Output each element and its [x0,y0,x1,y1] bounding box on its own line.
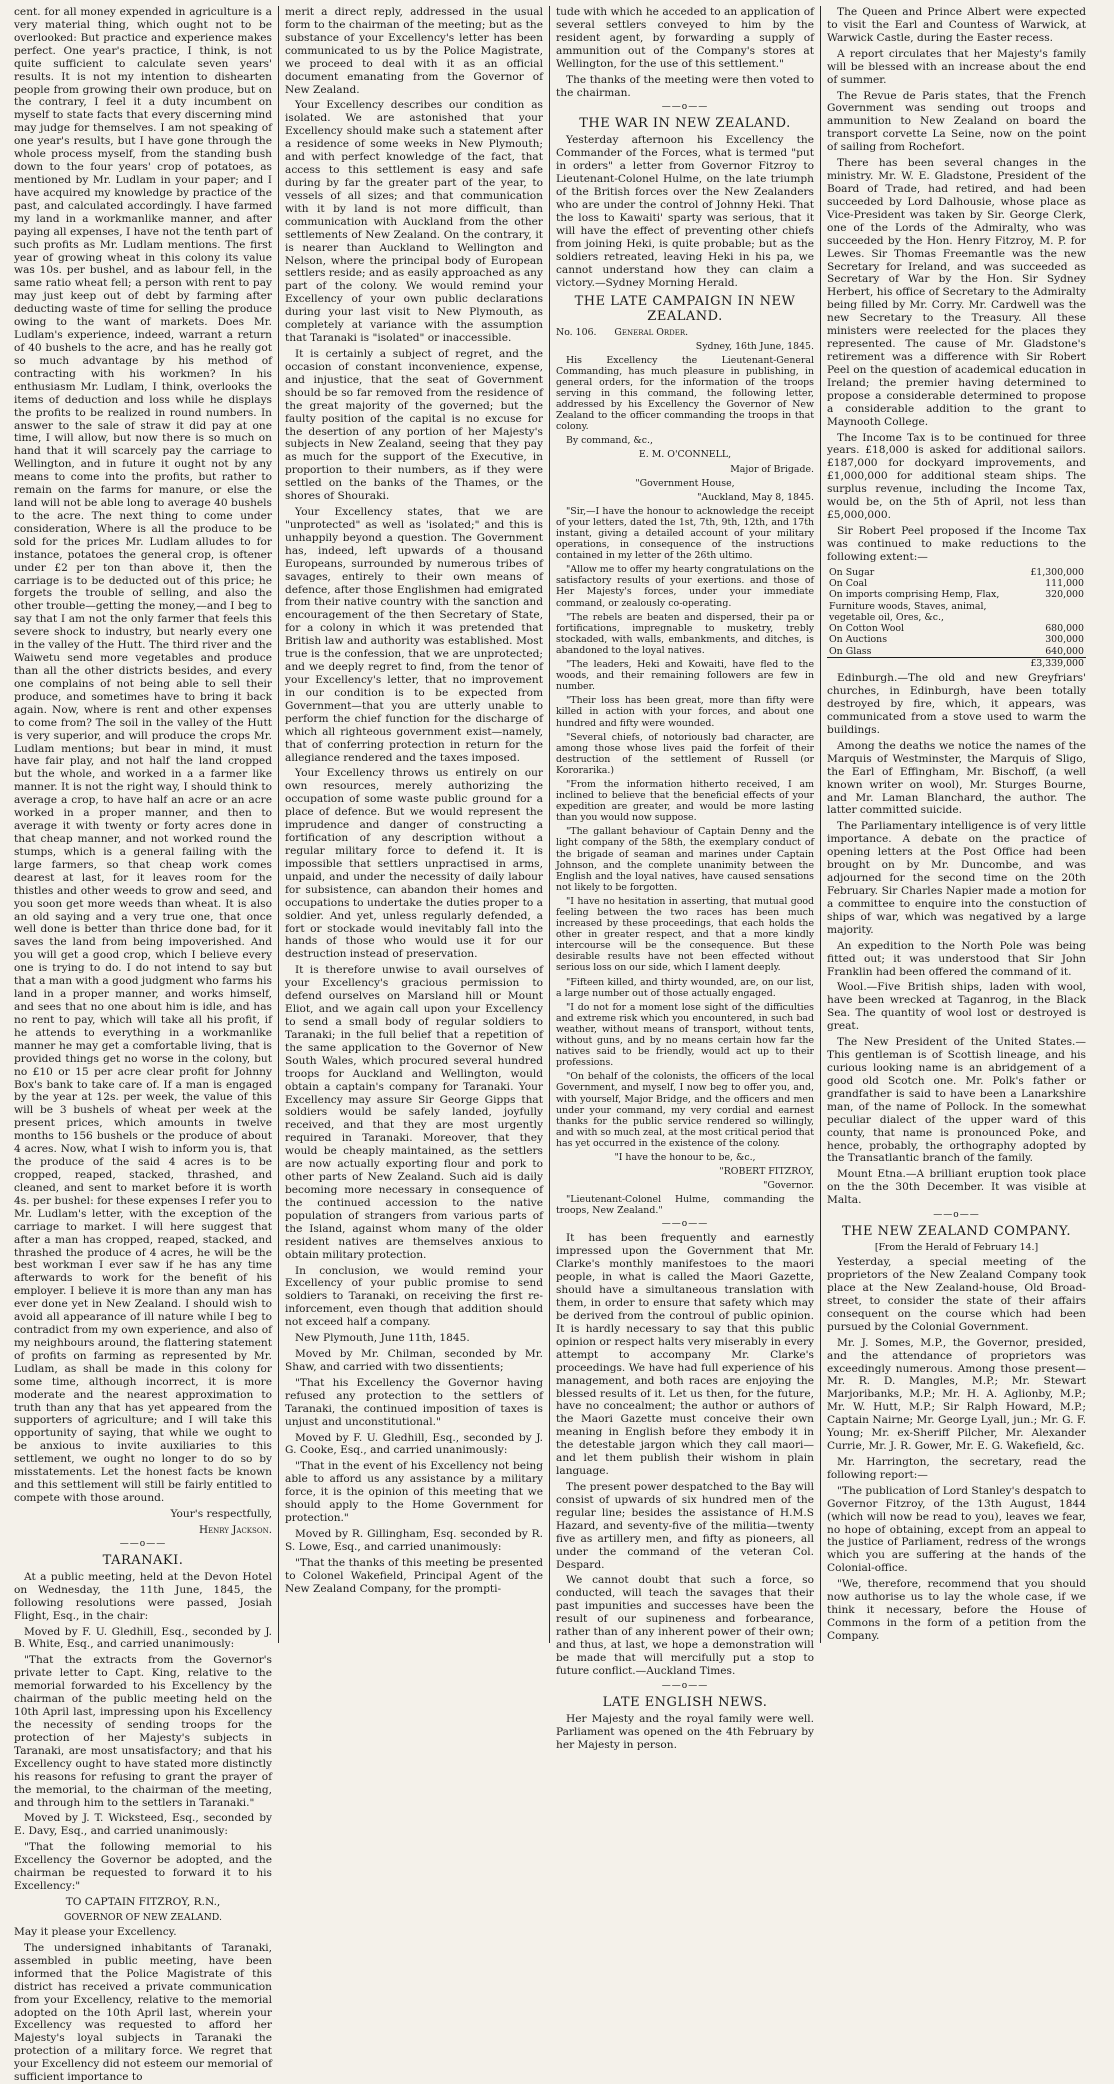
order-number: No. 106. [556,326,597,338]
taranaki-heading: TARANAKI. [102,1552,184,1568]
taranaki-para-2: Moved by F. U. Gledhill, Esq., seconded by J. B. White, Esq., and carried unanimously: [14,1625,272,1651]
duty-amount: 111,000 [1045,578,1084,589]
news-wool: Wool.—Five British ships, laden with wool, have been wrecked at Taganrog, in the Black Sea. The quantity of wool lost or destroyed is great. [827,981,1086,1033]
jackson-letter-body: cent. for all money expended in agriculture is a very material thing, which ought not to be overlooked: But practice and experience makes perfect. One year's practice, I think, is not quite sufficient to calculate seven years' results. It is not my intention to dishearten people from growing their own produce, but on the contrary, I feel it a duty incumbent on myself to state facts that every discerning mind may judge for themselves. I am not speaking of one year's results, but I have gone through the whole process myself, from the standing bush down to the four years' crop of potatoes, as mentioned by Mr. Ludlam in your paper; and I have acquired my knowledge by practice of the past, and calculated accordingly. I have farmed my land in a workmanlike manner, and after paying all expenses, I have not the tenth part of such profits as Mr. Ludlam mentions. The first year of growing wheat in this colony its value was 10s. per bushel, and as labour fell, in the same ratio wheat fell; a person with rent to pay may just keep out of debt by farming after deducting waste of time for selling the produce owing to the want of markets. Does Mr. Ludlam's experience, indeed, warrant a return of 40 bushels to the acre, and has he really got so much advantage by his method of contracting with his workmen? In his enthusiasm Mr. Ludlam, I think, overlooks the items of deduction and loss while he displays the profits to be realized in round numbers. In answer to the sale of straw it did pay at one time, I will allow, but now there is so much on hand that it will scarcely pay the carriage to Wellington, and in future it ought not by any means to come into the profits, but rather to remain on the farms for manure, or else the land will not be able long to average 40 bushels to the acre. The next thing to come under consideration, Where is all the produce to be sold for the prices Mr. Ludlam alludes to for instance, potatoes the general crop, is oftener under £2 per ton than above it, then the carriage is to be deducted out of this price; he forgets the trouble of selling, and also the other trouble—getting the money,—and I beg to say that I am not the only farmer that feels this severe shock to industry, but nearly every one in the valley of the Hutt. The third river and the Waiwetu send more vegetables and produce than all the other districts besides, and every one complains of not being able to sell their produce, and sometimes have to bring it back again. Now, where is rent and other expenses to come from? The soil in the valley of the Hutt is very superior, and will produce the crops Mr. Ludlam mentions; but bear in mind, it must have fair play, and not half the land cropped but the whole, and worked in a a farmer like manner. It is not the right way, I should think to average a crop, to have half an acre or an acre worked in a proper manner, and then to average it with twenty or forty acres done in that cheap manner, and not worked round the stumps, which is a general failing with the large farmers, so that cheap work comes dearest at last, for it leaves room for the thistles and other weeds to grow and seed, and you soon get more weeds than wheat. It is also an old saying and a very true one, that once well done is better than thrice done bad, for it saves the land from being impoverished. And you will get a good crop, which I believe every one is trying to do. I do not intend to say but that a man with a good judgment who farms his land in a proper manner, and works himself, and sees that no one about him is idle, and has no rent to pay, which will take all his profit, if he attends to everything in a workmanlike manner he may get a comfortable living, that is provided things get no worse in the colony, but no £10 or 15 per acre clear profit for Johnny Box's bank to take care of. If a man is engaged by the year at 12s. per week, the value of this will be 3 bushels of wheat per week at the present prices, which amounts in twelve months to 156 bushels or the produce of about 4 acres. Now, what I wish to inform you is, that the produce of the said 4 acres is to be cropped, reaped, stacked, thrashed, and cleaned, and sent to market before it is worth 4s. per bushel: for these expenses I refer you to Mr. Ludlam's letter, with the exception of the carriage to market. I will here suggest that after a man has cropped, reaped, stacked, and thrashed the produce of 4 acres, he will be the best workman I ever saw if he has any time afterwards to work for the benefit of his employer. I believe it is more than any man has ever done yet in New Zealand. I should wish to avoid all appearance of ill nature while I beg to contradict from my own experience, and also of my neighbours around, the flattering statement of profits on farming as represented by Mr. Ludlam, as shall be made in this colony for some time, although incorrect, it is more moderate and the nearest approximation to truth than any that has yet appeared from the supporters of agriculture; and I will take this opportunity of saying, that while we ought to be anxious to invite auxiliaries to this settlement, we ought no longer to do so by misstatements. Let the honest facts be known and this settlement will still be fairly entitled to compete with those around. [14,6,272,1505]
meeting-thanks: The thanks of the meeting were then voted to the chairman. [556,73,814,99]
letter-recipient: "Lieutenant-Colonel Hulme, commanding the troops, New Zealand." [556,1194,814,1217]
order-command: By command, &c., [566,435,653,447]
letter-para-5: "Their loss has been great, more than fifty were killed in action with your forces, and about one hundred and fifty were wounded. [556,695,814,729]
duties-total: £3,339,000 [1030,657,1084,669]
news-president: The New President of the United States.—This gentleman is of Scottish lineage, and his curious looking name is an abridgement of a good old Scotch one. Mr. Polk's father or grandfather is said to have been a Lanarkshire man, of the name of Pollock. In the somewhat peculiar dialect of the upper ward of this county, that name is pronounced Poke, and hence, probably, the orthography adopted by the Transatlantic branch of the family. [827,1036,1086,1165]
order-signatory: E. M. O'CONNELL, [638,449,732,461]
resolution-text-2: "That in the event of his Excellency not being able to afford us any assistance by a military force, it is the opinion of this meeting that we should apply to the Home Government for protection." [285,1460,543,1525]
letter-para-12: "On behalf of the colonists, the officers of the local Government, and myself, I now beg to offer you, and, with yourself, Major Bridge, and the officers and men under your command, my very cordial and earnest thanks for the public service rendered so willingly, and with so much zeal, at the most critical period that has yet occurred in the existence of the colony. [556,1071,814,1149]
memorial-para-4: It is certainly a subject of regret, and the occasion of constant inconvenience, expense, and injustice, that the seat of Government should be so far removed from the residence of the great majority of the governed; but the faulty position of the capital is no excuse for the desertion of any portion of her Majesty's subjects in New Zealand, seeing that they pay as much for the support of the Executive, in proportion to their numbers, as if they were settled on the banks of the Thames, or the shores of Shouraki. [285,347,543,503]
company-heading: THE NEW ZEALAND COMPANY. [841,1224,1072,1240]
duty-item: On Glass [829,645,872,657]
taranaki-para-1: At a public meeting, held at the Devon Hotel on Wednesday, the 11th June, 1845, the following resolutions were passed, Josiah Flight, Esq., in the chair: [14,1570,272,1622]
duty-item: On Coal [829,578,868,589]
letter-para-2: "Allow me to offer my hearty congratulations on the satisfactory results of your exertions. and those of Her Majesty's forces, under your immediate command, or zealously co-operating. [556,564,814,609]
duties-row [827,634,1086,645]
auckland-times-para: We cannot doubt that such a force, so conducted, will teach the savages that their past impunities and successes have been the result of our supineness and forbearance, rather than of any inherent power of their own; and thus, at last, we hope a demonstration will be made that will mercifully put a stop to future conflict.—Auckland Times. [556,1574,814,1677]
letter-para-6: "Several chiefs, of notoriously bad character, are among those whose lives paid the forfeit of their destruction of the settlement of Russell (or Kororarika.) [556,731,814,776]
letter-para-11: "I do not for a moment lose sight of the difficulties and extreme risk which you encountered, in such bad weather, without means of transport, without tents, without guns, and by no means certain how far the natives said to be friendly, would act up to their professions. [556,1001,814,1069]
letter-para-1: "Sir,—I have the honour to acknowledge the receipt of your letters, dated the 1st, 7th, 9th, 12th, and 17th instant, giving a detailed account of your military operations, in consequence of the instructions contained in my letter of the 26th ultimo. [556,505,814,562]
letter-para-7: "From the information hitherto received, I am inclined to believe that the beneficial effects of your expedition are greater, and would be more lasting than you would now suppose. [556,778,814,824]
company-source-note: [From the Herald of February 14.] [874,1242,1039,1254]
duties-row [827,623,1086,634]
order-para-1: His Excellency the Lieutenant-General Commanding, has much pleasure in publishing, in general orders, for the information of the troops serving in this command, the following letter, addressed by his Excellency the Governor of New Zealand to the officer commanding the troops in that colony. [556,354,814,433]
duty-item: On Sugar [829,566,875,578]
general-order-line [556,327,814,338]
section-divider: ——o—— [119,1538,167,1549]
company-para-2: Mr. J. Somes, M.P., the Governor, presided, and the attendance of proprietors was exceedingly numerous. Among those present—Mr. R. D. Mangles, M.P.; Mr. Stewart Marjoribanks, M.P.; Mr. H. A. Aglionby, M.P.; Mr. W. Hutt, M.P.; Sir Ralph Howard, M.P.; Captain Nairne; Mr. George Lyall, jun.; Mr. G. F. Young; Mr. ex-Sheriff Pilcher, Mr. Alexander Currie, Mr. J. R. Gower, Mr. E. G. Wakefield, &c. [827,1336,1086,1453]
campaign-heading: THE LATE CAMPAIGN IN NEW ZEALAND. [574,293,796,324]
duties-row [827,567,1086,578]
resolution-text-1: "That his Excellency the Governor having refused any protection to the settlers of Taranaki, the continued imposition of taxes is unjust and unconstitutional." [285,1376,543,1428]
letter-signatory: "ROBERT FITZROY, [719,1166,814,1178]
force-para: The present power despatched to the Bay will consist of upwards of six hundred men of the regular line; besides the assistance of H.M.S Hazard, and seventy-five of the militia—twenty five as artillery men, and fifty as pioneers, all under the command of the veteran Col. Despard. [556,1480,814,1571]
news-etna: Mount Etna.—A brilliant eruption took place on the the 30th December. It was visible at Malta. [827,1168,1086,1207]
duties-total-row [827,657,1086,669]
jackson-signature: Henry Jackson. [198,1523,272,1536]
memorial-para-1: The undersigned inhabitants of Taranaki, assembled in public meeting, have been informed that the Police Magistrate of this district has received a private communication from your Excellency, relative to the memorial adopted on the 10th April last, wherein your Excellency was requested to afford her Majesty's loyal subjects in Taranaki the protection of a military force. We regret that your Excellency did not esteem our memorial of sufficient importance to [14,1941,272,2084]
news-deaths: Among the deaths we notice the names of the Marquis of Westminster, the Marquis of Sligo, the Earl of Effingham, Mr. Bischoff, (a well known writer on wool), Mr. Sturges Bourne, and Mr. Laman Blanchard, the author. The latter committed suicide. [827,739,1086,817]
duties-row [827,646,1086,658]
duty-amount: £1,300,000 [1030,566,1084,578]
column-1 [8,6,279,2084]
column-2 [279,6,550,1643]
letter-address-2: "Auckland, May 8, 1845. [697,491,814,503]
news-ministry: There has been several changes in the ministry. Mr. W. E. Gladstone, President of the Board of Trade, had retired, and had been succeeded by Lord Dalhousie, whose place as Vice-President was taken by Sir. George Clerk, one of the Lords of the Admiralty, who was succeeded by the Hon. Henry Fitzroy, M. P. for Lewes. Sir Thomas Freemantle was the new Secretary for Ireland, and was succeeded as Secretary of War by the Hon. Sir Sydney Herbert, his office of Secretary to the Admiralty being filled by Mr. Corry. Mr. Cardwell was the new Secretary to the Treasury. All these ministers were reelected for the places they represented. The cause of Mr. Gladstone's retirement was a difference with Sir Robert Peel on the question of academical education in Ireland; the premier having determined to propose a considerable determined to propose a considerable addition to the grant to Maynooth College. [827,157,1086,428]
english-news-heading: LATE ENGLISH NEWS. [602,1694,768,1710]
company-para-4: "The publication of Lord Stanley's despatch to Governor Fitzroy, of the 13th August, 1844 (which will now be read to you), leaves we fear, no hope of obtaining, except from an appeal to the justice of Parliament, redress of the wrongs which you are suffering at the hands of the Colonial-office. [827,1484,1086,1575]
memorial-para-8: In conclusion, we would remind your Excellency of your public promise to send soldiers to Taranaki, on receiving the first re-inforcement, even though that addition should not exceed half a company. [285,1264,543,1329]
war-heading: THE WAR IN NEW ZEALAND. [579,116,791,132]
order-label: General Order. [614,326,689,338]
letter-closing: "I have the honour to be, &c., [614,1151,756,1163]
news-queen: The Queen and Prince Albert were expected to visit the Earl and Countess of Warwick, at Warwick Castle, during the Easter recess. [827,6,1086,44]
company-para-3: Mr. Harrington, the secretary, read the following report:— [827,1455,1086,1481]
duties-row [827,589,1086,623]
duty-item: On Auctions [829,634,888,646]
company-para-5: "We, therefore, recommend that you should now authorise us to lay the whole case, if we think it necessary, before the House of Commons in the form of a petition from the Company. [827,1578,1086,1642]
news-edinburgh: Edinburgh.—The old and new Greyfriars' churches, in Edinburgh, have been totally destroyed by fire, which, it appears, was communicated from a stove used to warm the buildings. [827,672,1086,736]
memorial-addressee-title: GOVERNOR OF NEW ZEALAND. [64,1911,222,1923]
column-layout [8,6,1106,2084]
resolution-motion-3: Moved by R. Gillingham, Esq. seconded by R. S. Lowe, Esq., and carried unanimously: [285,1528,543,1553]
duty-amount: 680,000 [1045,623,1084,635]
section-divider: ——o—— [933,1210,980,1221]
memorial-dateline: New Plymouth, June 11th, 1845. [295,1332,470,1345]
memorial-salutation: May it please your Excellency. [14,1926,177,1938]
duty-amount: 640,000 [1045,645,1084,657]
duties-row [827,578,1086,589]
news-parliament: The Parliamentary intelligence is of very little importance. A debate on the practice of opening letters at the Post Office had been brought on by Mr. Duncombe, and was adjourned for the second time on the 20th February. Sir Charles Napier made a motion for a committee to enquire into the constuction of ships of war, which was negatived by a large majority. [827,820,1086,936]
column-3 [550,6,821,1751]
memorial-para-5: Your Excellency states, that we are "unprotected" as well as 'isolated;" and this is unhappily beyond a question. The Government has, indeed, left upwards of a thousand Europeans, surrounded by numerous tribes of savages, entirely to their own means of defence, after those Englishmen had emigrated from their native country with the sanction and encouragement of the then Secretary of State, for a colony in which it was pretended that British law and authority was established. Most true is the confession, that we are unprotected; and we deeply regret to find, from the tenor of your Excellency's letter, that no improvement in our condition is to be expected from Government—that you are utterly unable to perform the chief function for the discharge of which all righteous government exist—namely, that of conferring protection in return for the allegiance rendered and the taxes imposed. [285,506,543,764]
maori-gazette-para: It has been frequently and earnestly impressed upon the Government that Mr. Clarke's monthly manifestoes to the maori people, in what is called the Maori Gazette, should have a simultaneous translation with them, in order to ensure that safety which may be derived from the controul of public opinion. It is hardly necessary to say that this public opinion or respect halts very miserably in every attempt to accompany Mr. Clarke's proceedings. We have had full experience of his management, and both races are enjoying the blessed results of it. Let us then, for the future, have no concealment; the author or authors of the Maori Gazette must conceive their own meaning in English before they embody it in the detestable jargon which they call maori—and let them publish their wishom in plain language. [556,1232,814,1478]
duty-item: On Cotton Wool [829,623,905,635]
column-4 [821,6,1092,1643]
letter-para-3: "The rebels are beaten and dispersed, their pa or fortifications, impregnable to musketry, trebly stockaded, with walls, embankments, and ditches, is abandoned to the loyal natives. [556,611,814,656]
duty-amount: 300,000 [1045,634,1084,646]
news-french: The Revue de Paris states, that the French Government was sending out troops and ammunition to New Zealand on board the transport corvette La Seine, now on the point of sailing from Rochefort. [827,89,1086,154]
section-divider: ——o—— [661,1680,709,1691]
taranaki-para-5: "That the following memorial to his Excellency the Governor be adopted, and the chairman be requested to forward it to his Excellency:" [14,1841,272,1893]
company-para-1: Yesterday, a special meeting of the proprietors of the New Zealand Company took place at the New Zealand-house, Old Broad-street, to consider the state of their affairs consequent on the course which had been pursued by the Colonial Government. [827,1256,1086,1333]
duties-table [827,567,1086,670]
news-reductions-intro: Sir Robert Peel proposed if the Income Tax was continued to make reductions to the following extent:— [827,524,1086,563]
memorial-para-3: Your Excellency describes our condition as isolated. We are astonished that your Excellency should make such a statement after a residence of some weeks in New Plymouth; and with perfect knowledge of the fact, that access to this settlement is easy and safe during by far the greater part of the year, to vessels of all sizes; and that communication with it by land is not more difficult, than communication with Auckland from the other settlements of New Zealand. On the contrary, it is nearer than Auckland to Wellington and Nelson, where the principal body of European settlers reside; and as easily approached as any part of the colony. We would remind your Excellency of your own public declarations during your last visit to New Plymouth, as completely at variance with the assumption that Taranaki is "isolated" or inaccessible. [285,99,543,345]
taranaki-para-4: Moved by J. T. Wicksteed, Esq., seconded by E. Davy, Esq., and carried unanimously: [14,1812,272,1838]
memorial-para-7: It is therefore unwise to avail ourselves of your Excellency's gracious permission to defend ourselves on Marsland hill or Mount Eliot, and we again call upon your Excellency to send a small body of regular soldiers to Taranaki; in the full belief that a repetition of the same application to the Governor of New South Wales, which procured several hundred troops for Auckland and Wellington, would obtain a captain's company for Taranaki. Your Excellency may assure Sir George Gipps that soldiers would be safely landed, joyfully received, and that they are most urgently required in Taranaki. Moreover, that they would be cheaply maintained, as the settlers are now actually exporting flour and pork to other parts of New Zealand. Such aid is daily becoming more necessary in consequence of the continued accession to the native population of strangers from various parts of the Island, against whom many of the older resident natives are themselves anxious to obtain military protection. [285,964,543,1261]
letter-para-9: "I have no hesitation in asserting, that mutual good feeling between the two races has been much increased by these proceedings, that each holds the other in greater respect, and that a more kindly intercourse will be the consequence. But these desirable results have not been effected without serious loss on our side, which I lament deeply. [556,895,814,974]
section-divider: ——o—— [661,1219,709,1230]
war-para-1: Yesterday afternoon his Excellency the Commander of the Forces, what is termed "put in orders" a letter from Governor Fitzroy to Lieutenant-Colonel Hulme, on the late triumph of the British forces over the New Zealanders who are under the control of Johnny Heki. That the loss to Kawaiti' sparty was serious, that it will have the effect of preventing other chiefs from joining Heki, is quite probable; but as the soldiers retreated, leaving Heki in his pa, we cannot understand how they can claim a victory.—Sydney Morning Herald. [556,134,814,289]
letter-para-10: "Fifteen killed, and thirty wounded, are, on our list, a large number out of those actually engaged. [556,976,814,999]
section-divider: ——o—— [661,102,709,113]
resolution-motion-2: Moved by F. U. Gledhill, Esq., seconded by J. G. Cooke, Esq., and carried unanimously: [285,1431,543,1457]
resolution-text-3-cont: tude with which he acceded to an application of several settlers conveyed to him by the resident agent, by forwarding a supply of ammunition out of the Company's stores at Wellington, for the use of this settlement." [556,6,814,70]
taranaki-para-3: "That the extracts from the Governor's private letter to Capt. King, relative to the memorial forwarded to his Excellency by the chairman of the public meeting held on the 10th April last, impressing upon his Excellency the necessity of sending troops for the protection of her Majesty's subjects in Taranaki, are most unsatisfactory; and that his Excellency ought to have stated more distinctly his reasons for refusing to grant the prayer of the memorial, to the chairman of the meeting, and through him to the settlers in Taranaki." [14,1654,272,1809]
duty-amount: 320,000 [1045,589,1084,601]
news-income-tax: The Income Tax is to be continued for three years. £18,000 is asked for additional sailors. £187,000 for dockyard improvements, and £1,000,000 for additional steam ships. The surplus revenue, including the Income Tax, would be, on the 5th of April, not less than £5,000,000. [827,431,1086,522]
resolution-motion-1: Moved by Mr. Chilman, seconded by Mr. Shaw, and carried with two dissentients; [285,1348,543,1373]
news-north-pole: An expedition to the North Pole was being fitted out; it was understood that Sir John Franklin had been offered the command of it. [827,939,1086,978]
general-order-body [556,355,814,1217]
letter-address-1: "Government House, [635,477,735,489]
memorial-para-6: Your Excellency throws us entirely on our own resources, merely authorizing the occupation of some waste public ground for a place of defence. But we would represent the imprudence and danger of constructing a fortification of any description without a regular military force to defend it. It is impossible that settlers unpractised in arms, unpaid, and under the necessity of daily labour for subsistence, can abandon their homes and occupations to undertake the duties proper to a soldier. And yet, unless regularly defended, a fort or stockade would inevitably fall into the hands of those who would use it for our destruction instead of preservation. [285,767,543,961]
english-news-para-1: Her Majesty and the royal family were well. Parliament was opened on the 4th February by her Majesty in person. [556,1712,814,1751]
order-signatory-title: Major of Brigade. [730,463,814,475]
resolution-text-3: "That the thanks of this meeting be presented to Colonel Wakefield, Principal Agent of the New Zealand Company, for the prompti- [285,1556,543,1595]
jackson-letter-closing: Your's respectfully, [170,1507,272,1520]
duty-item: On imports comprising Hemp, Flax, Furniture woods, Staves, animal, vegetable oil, Ores, &c., [829,589,1000,623]
letter-para-8: "The gallant behaviour of Captain Denny and the light company of the 58th, the exemplary conduct of the brigade of seaman and marines under Captain Johnson, and the complete unanimity between the English and the loyal natives, have caused sensations not likely to be forgotten. [556,826,814,893]
letter-signatory-title: "Governor. [763,1180,814,1192]
letter-para-4: "The leaders, Heki and Kowaiti, have fled to the woods, and their remaining followers are few in number. [556,659,814,693]
order-date: Sydney, 16th June, 1845. [695,340,814,352]
memorial-addressee: TO CAPTAIN FITZROY, R.N., [65,1895,221,1908]
news-report: A report circulates that her Majesty's family will be blessed with an increase about the end of summer. [827,47,1086,86]
memorial-para-2: merit a direct reply, addressed in the usual form to the chairman of the meeting; but as the substance of your Excellency's letter has been communicated to us by the Police Magistrate, we proceed to deal with it as an official document emanating from the Governor of New Zealand. [285,6,543,96]
